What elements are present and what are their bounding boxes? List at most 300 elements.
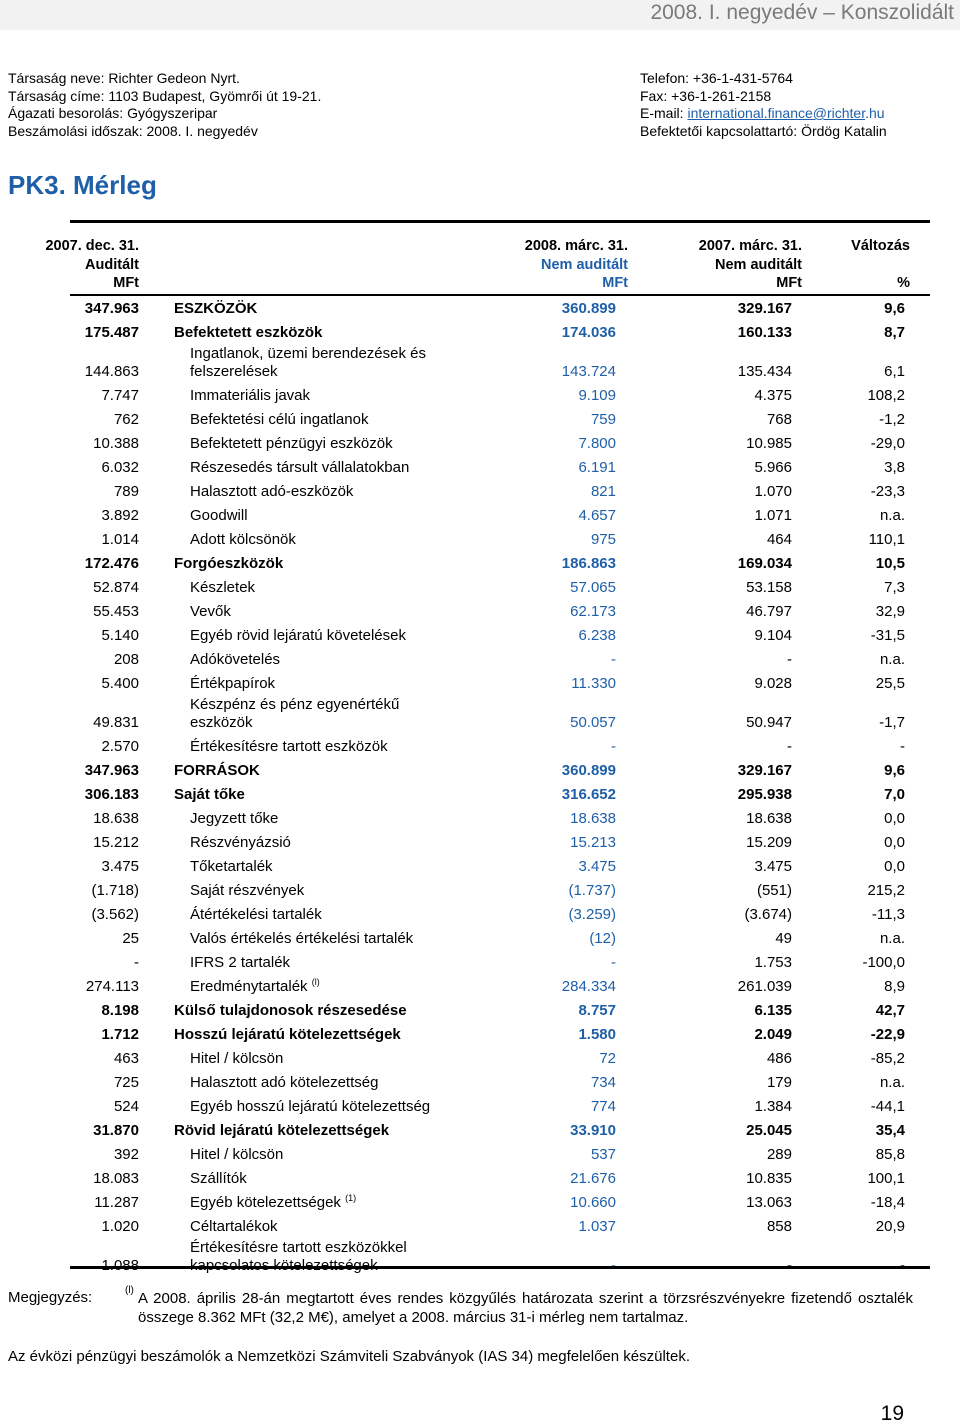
cell-text: Egyéb rövid lejáratú követelések xyxy=(190,627,406,644)
cell-text: 274.113 xyxy=(85,978,139,995)
cell-c1 xyxy=(91,906,139,924)
note-text: A 2008. április 28-án megtartott éves rendes közgyűlés határozata szerint a törzsrészvényekre fizetendő osztalék összege 8.362 MFt (32,2 M€), amelyet a 2008. március 31-i mérleg nem tartalmaz. xyxy=(138,1290,913,1326)
note-mark: (l) xyxy=(125,1285,134,1296)
cell-text: 6,1 xyxy=(884,363,905,380)
cell-c2 xyxy=(190,507,460,525)
cell-c1 xyxy=(93,1170,139,1188)
cell-text: 46.797 xyxy=(746,603,792,620)
table-row xyxy=(0,904,960,928)
cell-text: 774 xyxy=(590,1098,616,1115)
cell-text: 1.037 xyxy=(578,1218,616,1235)
table-row xyxy=(0,529,960,553)
cell-c1 xyxy=(101,459,139,477)
cell-text: ESZKÖZÖK xyxy=(174,300,258,317)
cell-c1 xyxy=(114,411,139,429)
cell-c1 xyxy=(122,930,139,948)
cell-text: 261.039 xyxy=(737,978,792,995)
cell-c4 xyxy=(746,435,792,453)
fax: Fax: +36-1-261-2158 xyxy=(640,87,772,104)
cell-c5 xyxy=(867,882,905,900)
cell-text: 0,0 xyxy=(884,858,905,875)
cell-c2 xyxy=(190,459,460,477)
cell-c1 xyxy=(101,531,139,549)
cell-c3 xyxy=(570,1122,616,1140)
cell-c3 xyxy=(591,411,616,429)
cell-text: 49 xyxy=(775,930,792,947)
cell-c3 xyxy=(589,930,616,948)
cell-c3 xyxy=(562,555,616,573)
cell-c2 xyxy=(174,300,444,318)
cell-text: 33.910 xyxy=(570,1122,616,1139)
cell-text: Ingatlanok, üzemi berendezések és felszerelések xyxy=(190,345,426,380)
cell-text: Hitel / kölcsön xyxy=(190,1050,284,1067)
cell-text: 524 xyxy=(113,1098,139,1115)
header-rule xyxy=(70,294,930,296)
cell-text: 347.963 xyxy=(84,300,139,317)
cell-text: 3.475 xyxy=(101,858,139,875)
cell-text: Immateriális javak xyxy=(190,387,311,404)
cell-text: - xyxy=(787,651,792,668)
email-label: E-mail: xyxy=(640,105,688,121)
email-link[interactable]: international.finance@richter xyxy=(687,105,866,121)
cell-text: 9.109 xyxy=(578,387,616,404)
table-row xyxy=(0,1000,960,1024)
cell-c1 xyxy=(93,834,139,852)
cell-c5 xyxy=(879,714,905,732)
cell-c3 xyxy=(562,978,616,996)
cell-c4 xyxy=(746,834,792,852)
cell-text: 169.034 xyxy=(737,555,792,572)
balance-sheet-table xyxy=(0,298,960,1279)
cell-c3 xyxy=(568,906,616,924)
cell-c4 xyxy=(738,978,792,996)
cell-text: 329.167 xyxy=(737,300,792,317)
cell-text: 725 xyxy=(113,1074,139,1091)
cell-c1 xyxy=(94,1194,139,1212)
table-row xyxy=(0,1168,960,1192)
cell-c3 xyxy=(562,363,616,381)
cell-text: Goodwill xyxy=(190,507,248,524)
cell-text: 10.985 xyxy=(746,435,792,452)
cell-c4 xyxy=(754,507,792,525)
cell-text: 15.213 xyxy=(570,834,616,851)
cell-text: 3.892 xyxy=(101,507,139,524)
cell-c4 xyxy=(767,1218,792,1236)
table-row xyxy=(0,736,960,760)
cell-text: n.a. xyxy=(879,507,905,524)
cell-c4 xyxy=(775,930,792,948)
cell-text: 537 xyxy=(590,1146,616,1163)
cell-text: 360.899 xyxy=(561,762,616,779)
cell-c2 xyxy=(174,1122,444,1140)
cell-text: Halasztott adó-eszközök xyxy=(190,483,354,500)
cell-c5 xyxy=(884,810,905,828)
cell-text: 8.198 xyxy=(101,1002,139,1019)
cell-text: 8,7 xyxy=(884,324,905,341)
cell-c5 xyxy=(876,1002,905,1020)
cell-text: 0,0 xyxy=(884,834,905,851)
cell-text: 108,2 xyxy=(867,387,905,404)
cell-c1 xyxy=(85,786,139,804)
cell-c3 xyxy=(570,810,616,828)
cell-c5 xyxy=(871,1194,905,1212)
cell-c3 xyxy=(562,762,616,780)
cell-text: 1.712 xyxy=(101,1026,139,1043)
cell-text: Egyéb hosszú lejáratú kötelezettség xyxy=(190,1098,431,1115)
cell-c4 xyxy=(754,858,792,876)
cell-text: 215,2 xyxy=(867,882,905,899)
cell-text: - xyxy=(611,738,616,755)
cell-c2 xyxy=(190,1146,460,1164)
cell-c2 xyxy=(190,930,460,948)
cell-text: Valós értékelés értékelési tartalék xyxy=(190,930,414,947)
cell-text: 18.638 xyxy=(93,810,139,827)
cell-text: 50.947 xyxy=(746,714,792,731)
header-col-2007-mar: 2007. márc. 31. Nem auditált MFt xyxy=(698,238,802,291)
company-address: Társaság címe: 1103 Budapest, Gyömrői út 19-21. xyxy=(8,87,322,104)
cell-c3 xyxy=(578,1218,616,1236)
cell-text: Saját tőke xyxy=(174,786,245,803)
table-row xyxy=(0,601,960,625)
cell-c3 xyxy=(578,627,616,645)
cell-text: -1,2 xyxy=(879,411,905,428)
cell-text: Átértékelési tartalék xyxy=(190,906,322,923)
cell-c5 xyxy=(876,675,905,693)
cell-c5 xyxy=(884,324,905,342)
cell-c4 xyxy=(738,363,792,381)
table-row xyxy=(0,322,960,346)
table-row xyxy=(0,832,960,856)
cell-c2 xyxy=(190,1074,460,1092)
cell-c3 xyxy=(568,882,616,900)
cell-text: IFRS 2 tartalék xyxy=(190,954,291,971)
cell-text: 25.045 xyxy=(746,1122,792,1139)
cell-c5 xyxy=(869,531,905,549)
cell-text: 15.212 xyxy=(93,834,139,851)
cell-c2 xyxy=(174,1002,444,1020)
cell-c3 xyxy=(578,1002,616,1020)
cell-c5 xyxy=(880,1074,905,1092)
table-row xyxy=(0,673,960,697)
table-row xyxy=(0,625,960,649)
cell-text: -29,0 xyxy=(870,435,905,452)
cell-text: 284.334 xyxy=(561,978,616,995)
cell-text: 8,9 xyxy=(884,978,905,995)
cell-c2 xyxy=(190,675,460,693)
cell-c3 xyxy=(591,1098,616,1116)
cell-text: -18,4 xyxy=(870,1194,905,1211)
cell-text: n.a. xyxy=(879,651,905,668)
table-row xyxy=(0,856,960,880)
table-row xyxy=(0,346,960,385)
cell-c4 xyxy=(767,531,792,549)
cell-c4 xyxy=(787,651,792,669)
cell-text: 821 xyxy=(590,483,616,500)
cell-c4 xyxy=(767,1146,792,1164)
cell-text: 15.209 xyxy=(746,834,792,851)
cell-text: 10.660 xyxy=(570,1194,616,1211)
email xyxy=(640,105,887,123)
cell-c4 xyxy=(746,714,792,732)
page-number: 19 xyxy=(880,1402,904,1425)
cell-c4 xyxy=(754,1002,792,1020)
cell-c4 xyxy=(738,555,792,573)
table-row xyxy=(0,928,960,952)
cell-c1 xyxy=(86,978,139,996)
cell-c5 xyxy=(880,507,905,525)
cell-text: 306.183 xyxy=(84,786,139,803)
cell-c1 xyxy=(114,1098,139,1116)
cell-text: Rövid lejáratú kötelezettségek xyxy=(174,1122,390,1139)
cell-c5 xyxy=(876,1122,905,1140)
cell-text: 7,3 xyxy=(884,579,905,596)
cell-text: 6.032 xyxy=(101,459,139,476)
cell-text: 392 xyxy=(113,1146,139,1163)
cell-text: Készpénz és pénz egyenértékű eszközök xyxy=(190,696,400,731)
cell-c5 xyxy=(876,1146,905,1164)
cell-text: 25,5 xyxy=(875,675,905,692)
table-row xyxy=(0,1192,960,1216)
cell-text: -11,3 xyxy=(871,906,905,923)
cell-text: 1.580 xyxy=(578,1026,616,1043)
cell-c2 xyxy=(190,906,460,924)
cell-c1 xyxy=(101,627,139,645)
cell-text: 49.831 xyxy=(93,714,139,731)
cell-c5 xyxy=(884,363,905,381)
cell-c1 xyxy=(114,1146,139,1164)
cell-c2 xyxy=(190,627,460,645)
cell-c3 xyxy=(570,834,616,852)
cell-text: 35,4 xyxy=(875,1122,905,1139)
top-rule xyxy=(70,220,930,223)
table-row xyxy=(0,1240,960,1279)
table-row xyxy=(0,409,960,433)
cell-text: (1.718) xyxy=(91,882,139,899)
cell-text: 13.063 xyxy=(746,1194,792,1211)
cell-c3 xyxy=(591,1146,616,1164)
cell-text: (12) xyxy=(589,930,616,947)
cell-text: 289 xyxy=(766,1146,792,1163)
cell-text: Halasztott adó kötelezettség xyxy=(190,1074,379,1091)
cell-c3 xyxy=(578,507,616,525)
cell-c2 xyxy=(190,483,460,501)
cell-text: - xyxy=(787,738,792,755)
section-title: PK3. Mérleg xyxy=(8,170,157,200)
cell-c2 xyxy=(190,1050,460,1068)
cell-c3 xyxy=(562,786,616,804)
cell-c1 xyxy=(114,651,139,669)
cell-text: 11.330 xyxy=(571,675,616,692)
cell-c3 xyxy=(562,300,616,318)
cell-text: Adott kölcsönök xyxy=(190,531,296,548)
cell-c2 xyxy=(190,531,460,549)
cell-c5 xyxy=(871,1026,905,1044)
cell-text: 7,0 xyxy=(884,786,905,803)
cell-text: - xyxy=(900,738,905,755)
cell-c4 xyxy=(746,1194,792,1212)
cell-text: 858 xyxy=(766,1218,792,1235)
cell-c2 xyxy=(190,603,460,621)
cell-c4 xyxy=(746,1122,792,1140)
table-row xyxy=(0,505,960,529)
cell-c1 xyxy=(85,363,139,381)
cell-c3 xyxy=(591,1074,616,1092)
table-row xyxy=(0,1072,960,1096)
cell-c5 xyxy=(884,978,905,996)
table-row xyxy=(0,976,960,1000)
cell-text: Vevők xyxy=(190,603,231,620)
cell-text: 50.057 xyxy=(570,714,616,731)
cell-c1 xyxy=(101,1002,139,1020)
cell-c4 xyxy=(744,906,792,924)
cell-c4 xyxy=(746,603,792,621)
cell-text: 143.724 xyxy=(561,363,616,380)
cell-text: FORRÁSOK xyxy=(174,762,260,779)
cell-text: Szállítók xyxy=(190,1170,247,1187)
cell-c2 xyxy=(190,1218,460,1236)
footer-text: Az évközi pénzügyi beszámolók a Nemzetközi Számviteli Szabványok (IAS 34) megfelelően készültek. xyxy=(8,1348,690,1365)
cell-c5 xyxy=(871,627,905,645)
cell-c1 xyxy=(93,1122,139,1140)
cell-c4 xyxy=(754,675,792,693)
cell-text: 186.863 xyxy=(561,555,616,572)
cell-text: 18.638 xyxy=(746,810,792,827)
table-row xyxy=(0,784,960,808)
cell-c1 xyxy=(101,1218,139,1236)
table-row xyxy=(0,433,960,457)
cell-text: 25 xyxy=(122,930,139,947)
header-col-2007-dec: 2007. dec. 31. Auditált MFt xyxy=(45,238,139,291)
email-domain[interactable]: .hu xyxy=(865,105,885,121)
cell-c5 xyxy=(867,387,905,405)
cell-c3 xyxy=(578,858,616,876)
cell-c1 xyxy=(101,738,139,756)
cell-c1 xyxy=(85,762,139,780)
cell-text: Tőketartalék xyxy=(190,858,273,875)
cell-text: 175.487 xyxy=(84,324,139,341)
cell-text: Befektetett eszközök xyxy=(174,324,323,341)
cell-c5 xyxy=(862,954,905,972)
cell-text: 144.863 xyxy=(84,363,139,380)
cell-c4 xyxy=(738,786,792,804)
cell-text: 18.638 xyxy=(570,810,616,827)
cell-text: 734 xyxy=(590,1074,616,1091)
cell-text: 9,6 xyxy=(884,762,905,779)
cell-text: 57.065 xyxy=(570,579,616,596)
cell-text: 10.835 xyxy=(746,1170,792,1187)
cell-text: Készletek xyxy=(190,579,256,596)
cell-c2 xyxy=(190,696,460,732)
cell-c1 xyxy=(101,858,139,876)
cell-c2 xyxy=(190,345,460,381)
cell-c1 xyxy=(85,555,139,573)
cell-c5 xyxy=(884,834,905,852)
cell-c1 xyxy=(101,675,139,693)
cell-text: 1.384 xyxy=(754,1098,792,1115)
cell-text: 0,0 xyxy=(884,810,905,827)
cell-c2 xyxy=(190,954,460,972)
cell-c4 xyxy=(754,627,792,645)
cell-text: Értékpapírok xyxy=(190,675,276,692)
cell-c4 xyxy=(754,1098,792,1116)
cell-c2 xyxy=(174,1026,444,1044)
table-row xyxy=(0,697,960,736)
cell-c1 xyxy=(93,714,139,732)
cell-text: 174.036 xyxy=(561,324,616,341)
cell-text: Részesedés társult vállalatokban xyxy=(190,459,410,476)
cell-c3 xyxy=(570,603,616,621)
cell-c1 xyxy=(85,324,139,342)
cell-c2 xyxy=(174,786,444,804)
cell-text: 360.899 xyxy=(561,300,616,317)
cell-text: - xyxy=(611,954,616,971)
cell-text: 762 xyxy=(113,411,139,428)
cell-c3 xyxy=(570,579,616,597)
cell-c5 xyxy=(884,579,905,597)
cell-text: 3,8 xyxy=(884,459,905,476)
table-row xyxy=(0,1048,960,1072)
cell-text: - xyxy=(134,954,139,971)
cell-c2 xyxy=(190,1170,460,1188)
cell-text: 55.453 xyxy=(93,603,139,620)
cell-text: 7.747 xyxy=(101,387,139,404)
cell-c4 xyxy=(746,1170,792,1188)
cell-c2 xyxy=(190,738,460,756)
cell-text: 5.966 xyxy=(754,459,792,476)
cell-text: 72 xyxy=(599,1050,616,1067)
cell-c5 xyxy=(867,1170,905,1188)
cell-text: -44,1 xyxy=(870,1098,905,1115)
cell-c4 xyxy=(754,483,792,501)
cell-text: 464 xyxy=(766,531,792,548)
cell-text: 6.191 xyxy=(578,459,616,476)
cell-text: Hosszú lejáratú kötelezettségek xyxy=(174,1026,401,1043)
cell-c5 xyxy=(884,459,905,477)
cell-text: 4.375 xyxy=(754,387,792,404)
company-sector: Ágazati besorolás: Gyógyszeripar xyxy=(8,105,218,121)
cell-text: 759 xyxy=(590,411,616,428)
cell-text: 20,9 xyxy=(875,1218,905,1235)
cell-text: 6.135 xyxy=(754,1002,792,1019)
cell-c3 xyxy=(591,483,616,501)
bottom-rule xyxy=(70,1266,930,1269)
cell-text: Adókövetelés xyxy=(190,651,281,668)
cell-c4 xyxy=(757,882,792,900)
cell-c3 xyxy=(599,1050,616,1068)
cell-c4 xyxy=(746,579,792,597)
cell-c1 xyxy=(101,507,139,525)
cell-c5 xyxy=(876,1218,905,1236)
cell-text: n.a. xyxy=(879,1074,905,1091)
table-row xyxy=(0,1144,960,1168)
cell-c3 xyxy=(562,324,616,342)
company-info xyxy=(8,70,321,140)
cell-c4 xyxy=(738,300,792,318)
cell-c3 xyxy=(611,651,616,669)
cell-text: 5.400 xyxy=(101,675,139,692)
cell-c1 xyxy=(134,954,139,972)
cell-c5 xyxy=(871,1050,905,1068)
cell-text: (3.674) xyxy=(744,906,792,923)
cell-text: Eredménytartalék xyxy=(190,978,308,995)
header-banner xyxy=(0,0,960,30)
cell-text: 329.167 xyxy=(737,762,792,779)
cell-text: 135.434 xyxy=(737,363,792,380)
cell-text: 21.676 xyxy=(570,1170,616,1187)
cell-c2 xyxy=(190,579,460,597)
cell-text: Hitel / kölcsön xyxy=(190,1146,284,1163)
cell-c5 xyxy=(871,1098,905,1116)
